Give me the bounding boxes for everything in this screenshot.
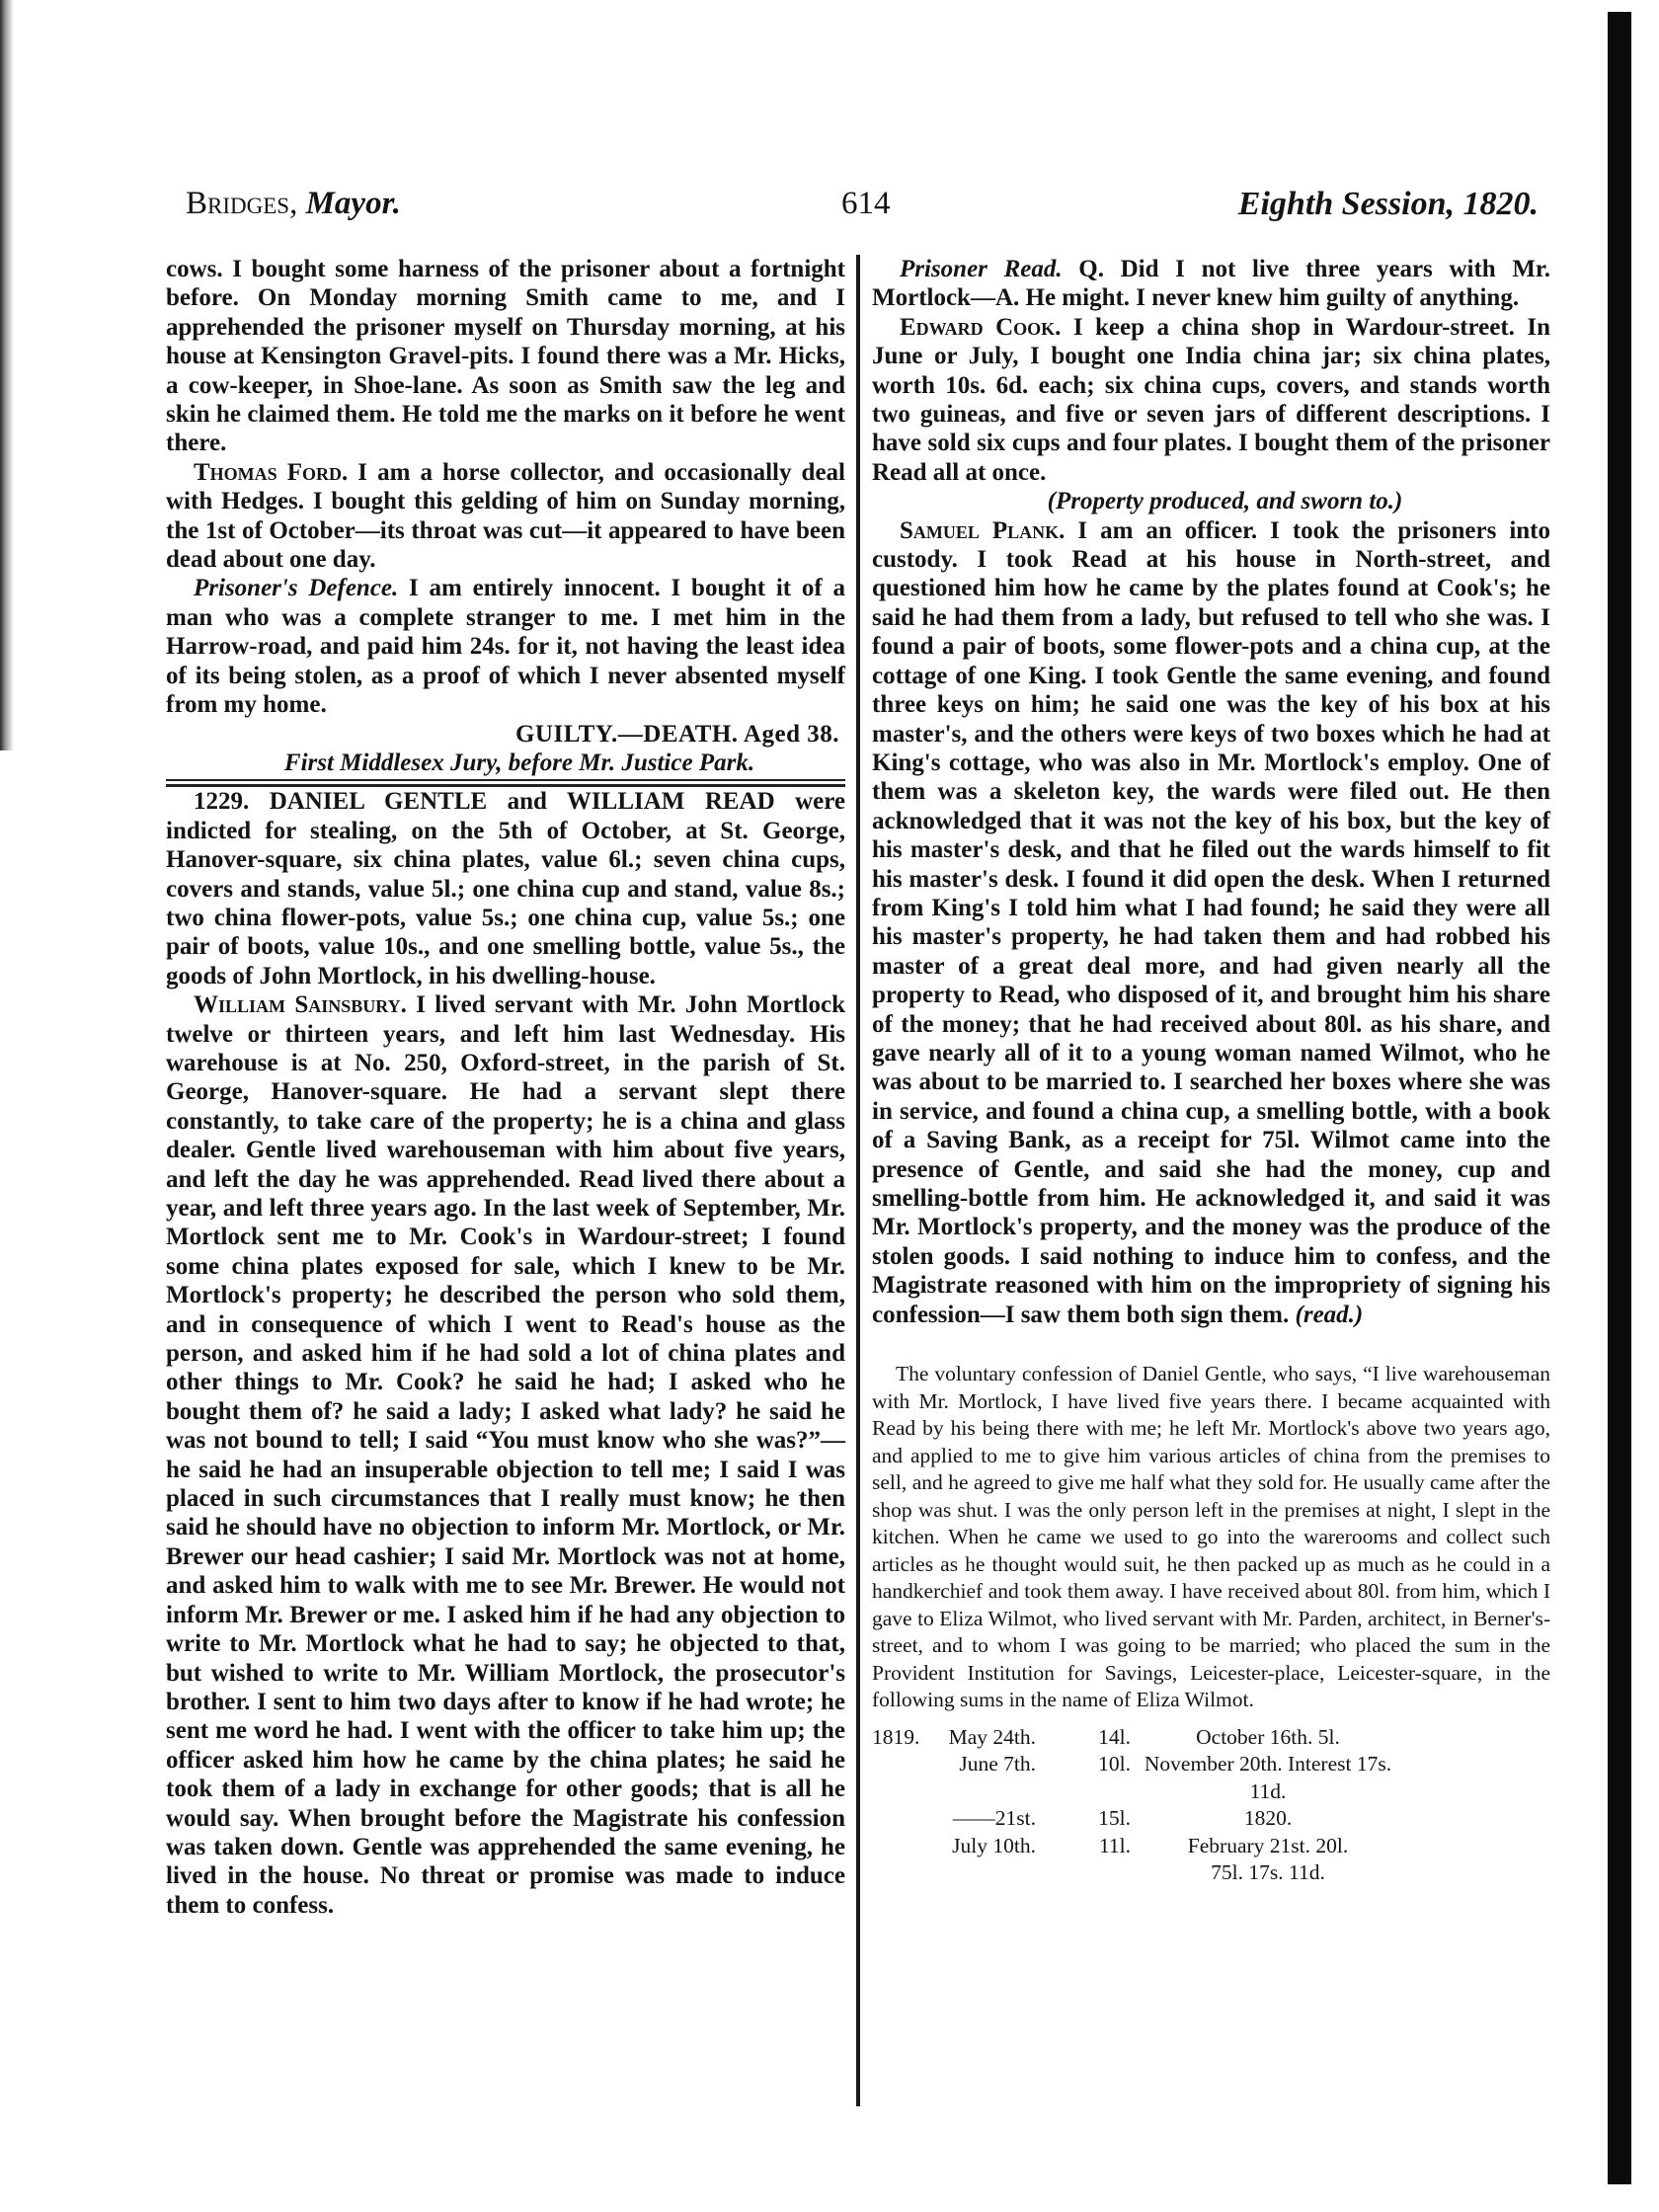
testimony-text: Q. Did I not live three years with Mr. Mortlock—A. He might. I never knew him guilty of anything. xyxy=(872,256,1550,312)
payment-cell xyxy=(872,1805,933,1833)
witness-name: Prisoner Read. xyxy=(900,256,1063,282)
testimony-text: I lived servant with Mr. John Mortlock twelve or thirteen years, and left him last Wednesday. His warehouse is at No. 250, Oxford-street, in the parish of St. George, Hanover-square. He had a servant slept there constantly, to take care of the property; he is a china and glass dealer. Gentle lived warehouseman with him about five years, and left the day he was apprehended. Read lived there about a year, and left three years ago. In the last week of September, Mr. Mortlock sent me to Mr. Cook's in Wardour-street; I found some china plates exposed for sale, which I knew to be Mr. Mortlock's property; he described the person who sold them, and in consequence of which I went to Read's house as the person, and asked him if he had sold a lot of china plates and other things to Mr. Cook? he said he had; I asked who he bought them of? he said a lady; I asked what lady? he said he was not bound to tell; I said “You must know who she was?”—he said he had an insuperable objection to tell me; I said I was placed in such circumstances that I really must know; he then said he should have no objection to inform Mr. Mortlock, or Mr. Brewer our head cashier; I said Mr. Mortlock was not at home, and asked him to walk with me to see Mr. Brewer. He would not inform Mr. Brewer or me. I asked him if he had any objection to write to Mr. Mortlock what he had to say; he objected to that, but wished to write to Mr. William Mortlock, the prosecutor's brother. I sent to him two days after to know if he had wrote; he sent me word he had. I went with the officer to take him up; the officer asked him how he came by the china plates; he said he took them of a lady in exchange for other goods; that is all he would say. When brought before the Magistrate his confession was taken down. Gentle was apprehended the same evening, he lived in the house. No threat or promise was made to induce them to confess. xyxy=(166,991,845,1919)
confession-block xyxy=(872,1361,1550,1714)
right-column xyxy=(872,255,1550,1887)
payment-cell: ——21st. xyxy=(952,1806,1036,1831)
payment-cell xyxy=(1040,1859,1131,1887)
paragraph: cows. I bought some harness of the prisoner about a fortnight before. On Monday morning Smith came to me, and I apprehended the prisoner myself on Thursday morning, at his house at Kensington Gravel-pits. I found there was a Mr. Hicks, a cow-keeper, in Shoe-lane. As soon as Smith saw the leg and skin he claimed them. He told me the marks on it before he went there. xyxy=(166,256,845,457)
payment-cell: May 24th. xyxy=(948,1724,1036,1749)
case-defendants: DANIEL GENTLE and WILLIAM READ xyxy=(249,788,775,816)
witness-name: William Sainsbury. xyxy=(194,991,407,1019)
witness-name: Edward Cook. xyxy=(900,313,1062,341)
left-column xyxy=(166,255,845,1920)
read-note: (read.) xyxy=(1289,1301,1364,1328)
prisoner-defence xyxy=(166,574,845,719)
scan-right-edge xyxy=(1608,12,1631,2184)
payment-cell xyxy=(872,1833,933,1860)
case-indictment: were indicted for stealing, on the 5th of October, at St. George, Hanover-square, six china plates, value 6l.; seven china cups, covers and stands, value 5l.; one china cup and stand, value 8s.; two china flower-pots, value 5s.; one china cup, value 5s.; one pair of boots, value 10s., and one smelling bottle, value 5s., the goods of John Mortlock, in his dwelling-house. xyxy=(166,788,845,989)
payment-cell: 75l. 17s. 11d. xyxy=(1211,1860,1325,1885)
defence-text: I am entirely innocent. I bought it of a man who was a complete stranger to me. I met him in the Harrow-road, and paid him 24s. for it, not having the least idea of its being stolen, as a proof of which I never absented myself from my home. xyxy=(166,575,845,719)
testimony-prisoner-read xyxy=(872,255,1550,313)
scan-left-edge xyxy=(0,0,14,750)
payment-cell xyxy=(872,1751,933,1805)
payments-table xyxy=(872,1724,1550,1887)
mayor-title: Mayor. xyxy=(305,186,401,221)
testimony-text: I am a horse collector, and occasionally deal with Hedges. I bought this gelding of him on Sunday morning, the 1st of October—its throat was cut—it appeared to have been dead about one day. xyxy=(166,458,845,574)
payment-cell xyxy=(872,1859,933,1887)
testimony-thomas-ford xyxy=(166,458,845,575)
testimony-edward-cook xyxy=(872,313,1550,487)
session-title: Eighth Session, 1820. xyxy=(1237,186,1539,222)
payment-cell: 15l. xyxy=(1098,1806,1131,1831)
payment-cell: October 16th. 5l. xyxy=(1196,1724,1340,1749)
payment-cell: 1820. xyxy=(1243,1806,1293,1831)
page-header xyxy=(186,186,1539,235)
testimony-samuel-plank xyxy=(872,516,1550,1329)
payment-cell: February 21st. 20l. xyxy=(1187,1833,1349,1857)
payment-cell xyxy=(937,1859,1036,1887)
confession-text: The voluntary confession of Daniel Gentle, who says, “I live warehouseman with Mr. Mortlock, I have lived five years there. I became acquainted with Read by his being there with me; he left Mr. Mortlock's above two years ago, and applied to me to give him various articles of china from the premises to sell, and he agreed to give me half what they sold for. He usually came after the shop was shut. I was the only person left in the premises at night, I slept in the kitchen. When he came we used to go into the warerooms and collect such articles as he thought would suit, he then packed up as much as he could in a handkerchief and took them away. I have received about 80l. from him, which I gave to Eliza Wilmot, who lived servant with Mr. Parden, architect, in Berner's-street, and to whom I was going to be married; who placed the sum in the Provident Institution for Savings, Leicester-place, Leicester-square, in the following sums in the name of Eliza Wilmot. xyxy=(872,1362,1550,1712)
property-produced-note: (Property produced, and sworn to.) xyxy=(1047,488,1403,515)
case-heading xyxy=(166,787,845,990)
payment-cell: 11l. xyxy=(1098,1833,1131,1857)
witness-name: Samuel Plank. xyxy=(900,516,1066,544)
testimony-william-sainsbury xyxy=(166,990,845,1920)
mayor-name: Bridges, xyxy=(186,186,298,221)
verdict: GUILTY.—DEATH. Aged 38. xyxy=(514,720,839,748)
payment-cell: July 10th. xyxy=(952,1833,1036,1857)
column-divider xyxy=(856,255,860,2106)
jury-heading: First Middlesex Jury, before Mr. Justice Park. xyxy=(166,749,845,781)
defence-label: Prisoner's Defence. xyxy=(194,575,399,602)
payment-cell: 1819. xyxy=(872,1724,920,1749)
payment-cell: November 20th. Interest 17s. 11d. xyxy=(1144,1752,1392,1803)
case-number: 1229. xyxy=(194,788,250,816)
testimony-text: I am an officer. I took the prisoners into custody. I took Read at his house in North-street, and questioned him how he came by the plates found at Cook's; he said he had them from a lady, but refused to tell who she was. I found a pair of boots, some flower-pots and a china cup, at the cottage of one King. I took Gentle the same evening, and found three keys on him; he said one was the key of his box at his master's, and the others were keys of two boxes which he had at King's cottage, who was also in Mr. Mortlock's employ. One of them was a skeleton key, the wards were filed out. He then acknowledged that it was not the key of his box, but the key of his master's desk, and that he filed out the wards himself to fit his master's desk. I found it did open the desk. When I returned from King's I told him what I had found; he said they were all his master's property, he had taken them and had robbed his master of a great deal more, and had given nearly all the property to Read, who disposed of it, and brought him his share of the money; that he had received about 80l. as his share, and gave nearly all of it to a young woman named Wilmot, who he was about to be married to. I searched her boxes where she was in service, and found a china cup, a smelling bottle, with a book of a Saving Bank, as a receipt for 75l. Wilmot came into the presence of Gentle, and said she had the money, cup and smelling-bottle from him. He acknowledged it, and said it was Mr. Mortlock's property, and the money was the produce of the stolen goods. I said nothing to induce him to confess, and the Magistrate reasoned with him on the impropriety of signing his confession—I saw them both sign them. xyxy=(872,516,1550,1328)
payment-cell: June 7th. xyxy=(959,1752,1036,1777)
testimony-text: I keep a china shop in Wardour-street. In June or July, I bought one India china jar; six china plates, worth 10s. 6d. each; six china cups, covers, and stands worth two guineas, and five or seven jars of different descriptions. I have sold six cups and four plates. I bought them of the prisoner Read all at once. xyxy=(872,313,1550,486)
page-number: 614 xyxy=(841,186,891,221)
running-head-left xyxy=(186,186,401,222)
payment-cell: 14l. xyxy=(1098,1724,1131,1749)
payment-cell: 10l. xyxy=(1098,1752,1131,1777)
witness-name: Thomas Ford. xyxy=(194,458,349,486)
